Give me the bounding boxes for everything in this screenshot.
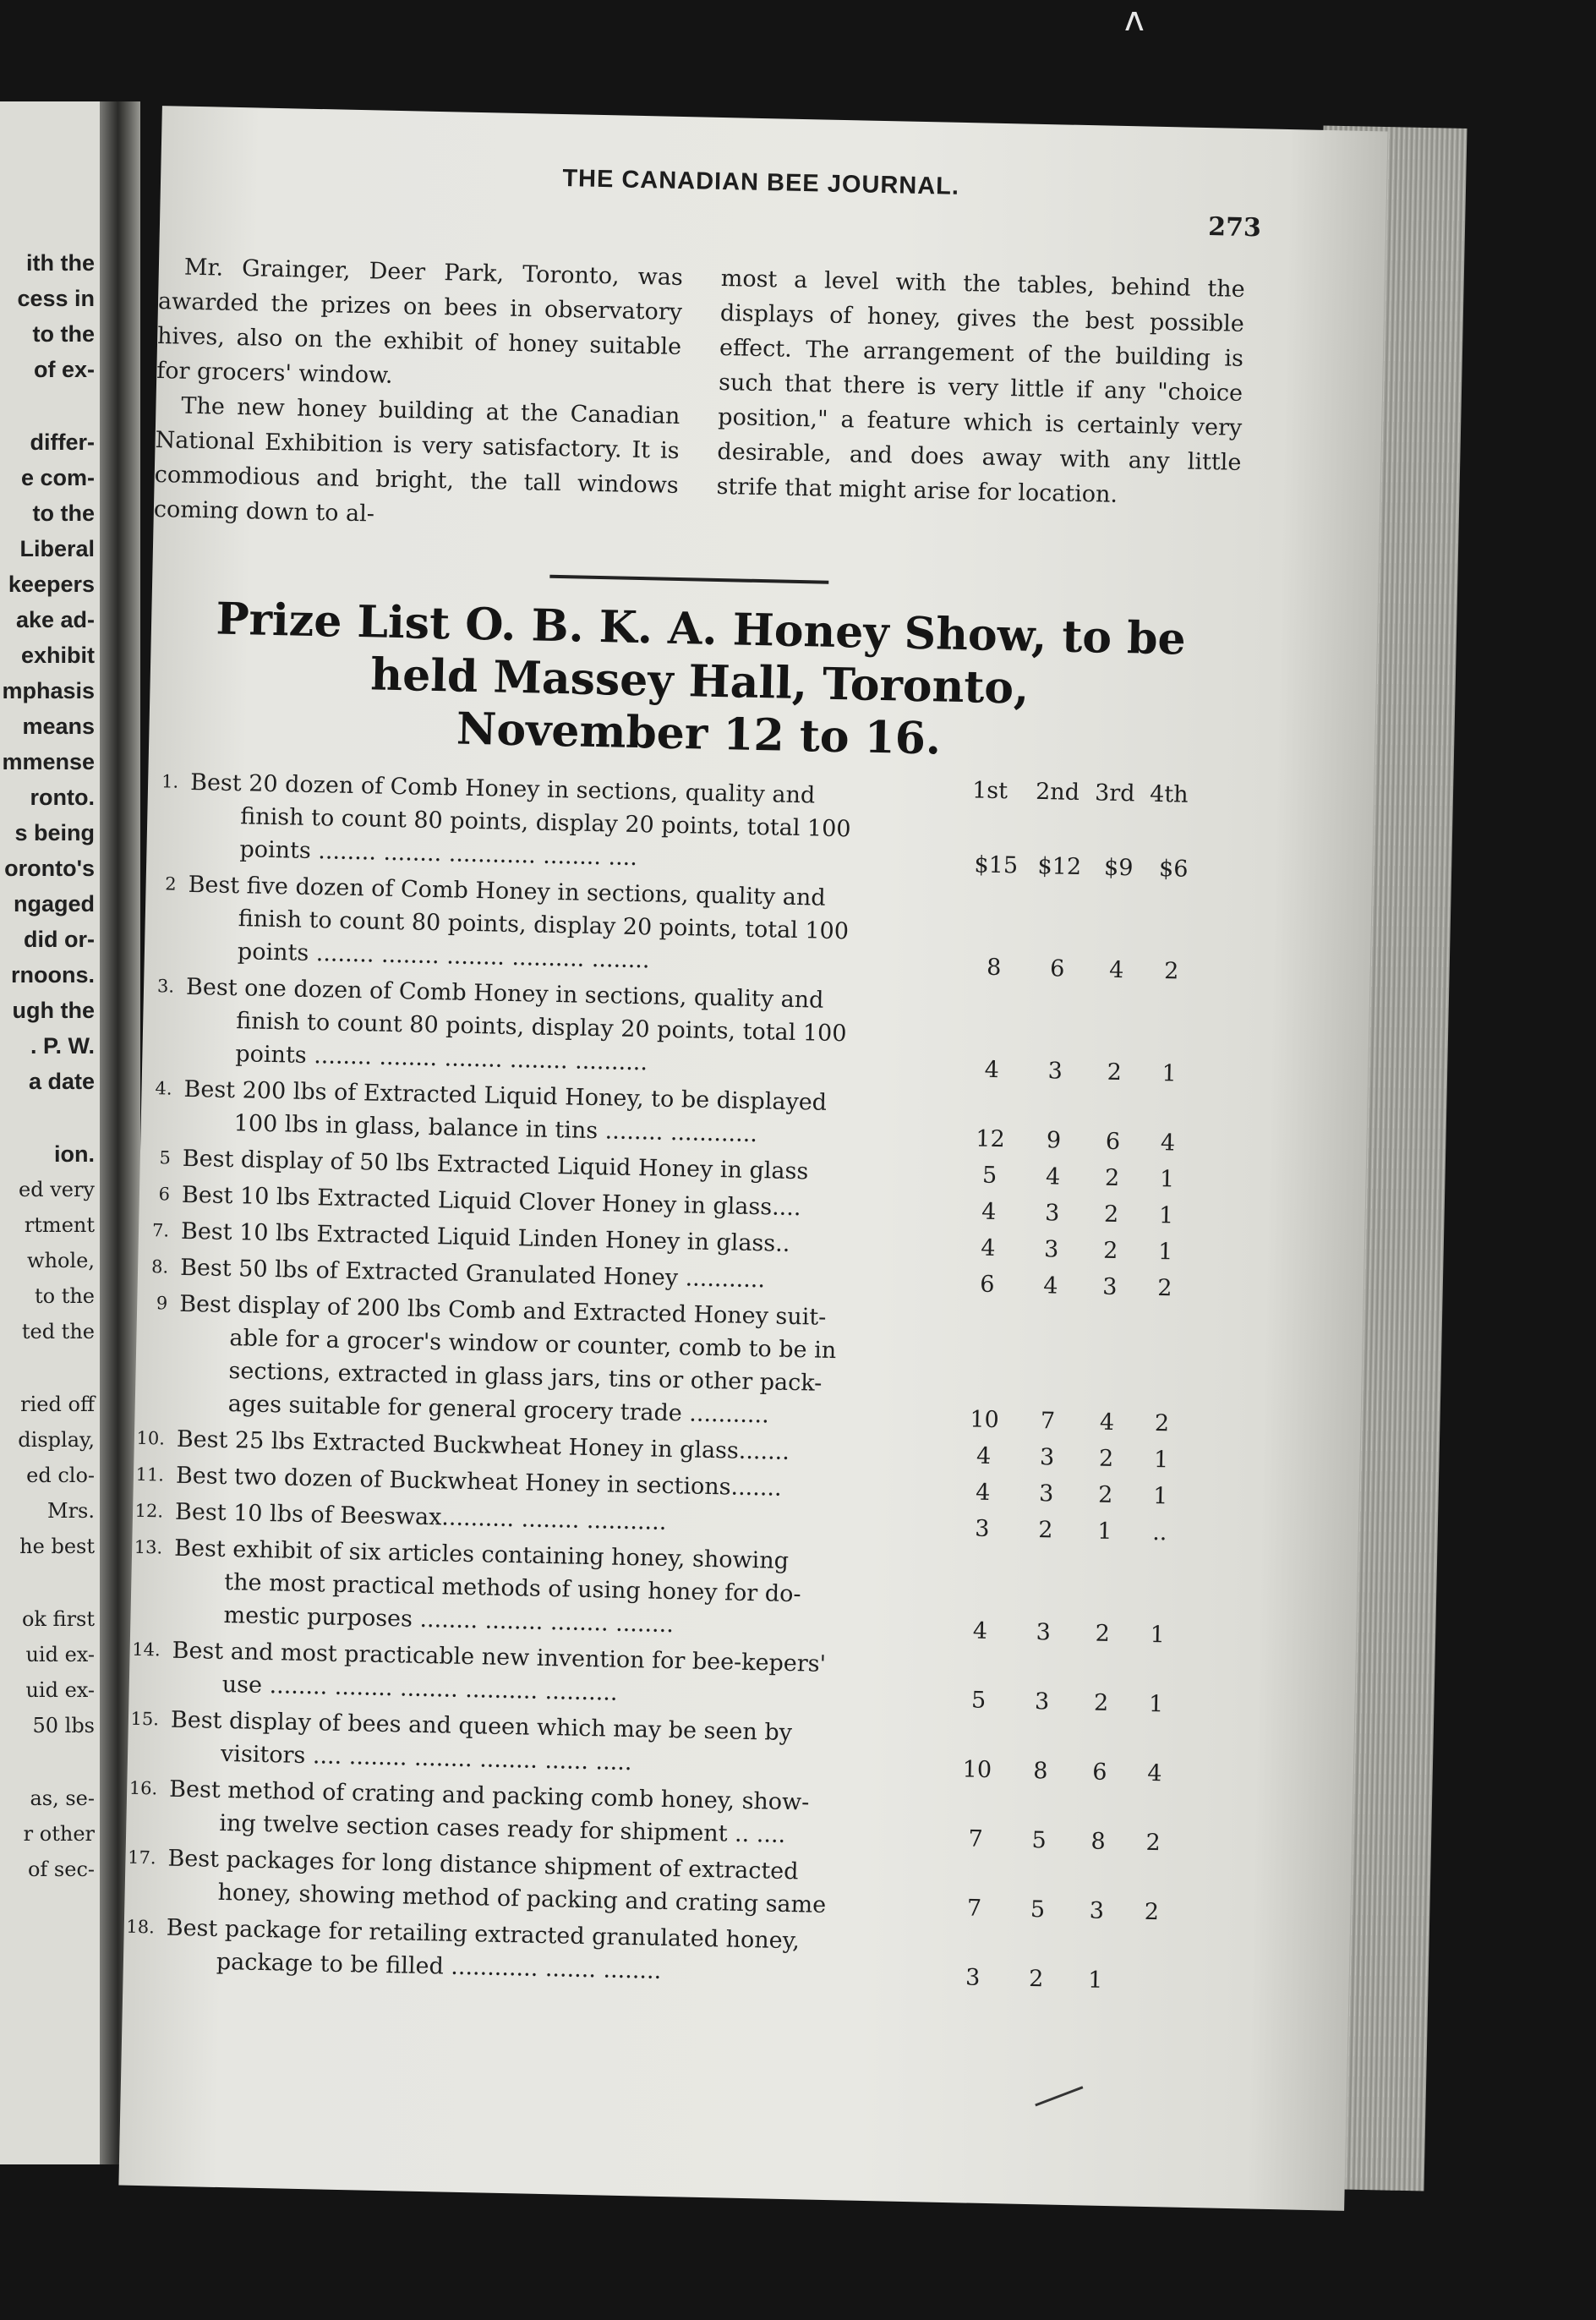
prize-second: 5	[1031, 1827, 1047, 1854]
prize-description	[184, 971, 998, 1086]
prize-second: 2	[1028, 1966, 1044, 1993]
left-page-line: ake ad-	[15, 607, 95, 632]
prize-description-line: sections, extracted in glass jars, tins or other pack-	[228, 1358, 823, 1397]
prize-description	[170, 1704, 982, 1787]
corner-mark-glyph: ᴧ	[1124, 0, 1145, 39]
left-page-line: ion.	[54, 1141, 95, 1167]
prize-description	[187, 868, 1000, 984]
prize-second: 6	[1049, 955, 1065, 982]
prize-description-line: Best 10 lbs Extracted Liquid Linden Honey in glass..	[180, 1217, 790, 1257]
prize-third: 4	[1099, 1409, 1115, 1436]
prize-second: 3	[1039, 1444, 1055, 1471]
left-page-line: e com-	[20, 465, 95, 490]
prize-fourth: 1	[1161, 1060, 1178, 1087]
prize-amounts	[957, 1683, 1211, 1721]
page-number: 273	[1207, 212, 1262, 243]
prize-amounts	[959, 1614, 1213, 1652]
left-page-line: ed clo-	[26, 1464, 95, 1487]
intro-paragraph: Mr. Grainger, Deer Park, Toronto, was awarded the prizes on bees in observatory hives, also on the exhibit of honey suitable for grocers' window.	[156, 254, 684, 389]
prize-third: 2	[1102, 1237, 1118, 1265]
prize-amounts	[961, 1475, 1216, 1513]
prize-third: 1	[1096, 1518, 1112, 1545]
prize-third: 8	[1090, 1828, 1107, 1855]
intro-right-column	[716, 261, 1245, 515]
prize-description-line: visitors .... ........ ........ ........ ...... .....	[220, 1740, 632, 1776]
prize-number: 15.	[130, 1708, 160, 1730]
intro-paragraph: most a level with the tables, behind the displays of honey, gives the best possible effect. The arrangement of the building is such that there is very little if any "choice position," a feature which is certainly very desirable, and does away with any little strife that might arise for location.	[716, 265, 1245, 508]
left-page-line: uid ex-	[25, 1643, 95, 1666]
prize-description-line: Best display of bees and queen which may be seen by	[170, 1706, 793, 1747]
left-page-line: ried off	[20, 1393, 95, 1416]
prize-first: 4	[980, 1234, 996, 1262]
left-page-line: cess in	[17, 286, 95, 311]
prize-amounts	[975, 848, 1229, 886]
prize-second: 7	[1040, 1408, 1056, 1435]
prize-second: 4	[1045, 1163, 1061, 1190]
prize-description-line: points ........ ........ ........ ........ ..........	[235, 1041, 648, 1076]
prize-description-line: the most practical methods of using honey for do-	[224, 1569, 801, 1608]
prize-number: 4.	[155, 1078, 172, 1099]
prize-amounts	[969, 1122, 1223, 1160]
prize-description-line: Best five dozen of Comb Honey in sections, quality and	[188, 871, 826, 911]
prize-column-headers	[971, 777, 1230, 808]
prize-amounts	[954, 1822, 1209, 1860]
left-page-line: 50 lbs	[32, 1714, 95, 1737]
prize-number: 13.	[134, 1536, 163, 1558]
prize-description-line: Best 25 lbs Extracted Buckwheat Honey in glass.......	[176, 1425, 790, 1465]
prize-description-line: Best display of 50 lbs Extracted Liquid Honey in glass	[182, 1145, 809, 1185]
prize-fourth: 1	[1157, 1239, 1173, 1266]
left-page-line: ugh the	[12, 998, 95, 1023]
prize-fourth: ..	[1151, 1518, 1167, 1546]
prize-second: 2	[1037, 1517, 1053, 1544]
prize-description-line: Best packages for long distance shipment of extracted	[167, 1845, 799, 1885]
prize-amounts	[963, 1403, 1217, 1441]
prize-description-line: Best two dozen of Buckwheat Honey in sections.......	[175, 1462, 782, 1502]
left-page-line: s being	[14, 820, 95, 845]
prize-description	[166, 1912, 978, 1994]
prize-description	[168, 1773, 981, 1856]
left-page-line: ok first	[21, 1607, 95, 1631]
left-page-line: whole,	[27, 1249, 95, 1272]
prize-first: 4	[981, 1198, 997, 1226]
prize-description	[171, 1634, 983, 1717]
prize-first: $15	[974, 851, 1019, 879]
prize-list-heading	[149, 592, 1251, 772]
left-page-line: exhibit	[20, 643, 95, 668]
prize-amounts	[951, 1961, 1205, 1999]
prize-description-line: finish to count 80 points, display 20 points, total 100	[235, 1008, 847, 1048]
prize-first: 4	[972, 1617, 988, 1644]
prize-description-line: use ........ ........ ........ .......... ..........	[221, 1671, 618, 1706]
prize-fourth: 2	[1156, 1275, 1172, 1302]
prize-fourth: 2	[1154, 1410, 1170, 1437]
left-page-line: display,	[18, 1428, 95, 1452]
left-page-line: means	[22, 714, 95, 739]
prize-fourth: 1	[1159, 1166, 1175, 1193]
left-page-line: of sec-	[27, 1858, 95, 1881]
prize-description-line: finish to count 80 points, display 20 points, total 100	[240, 803, 851, 843]
prize-first: 6	[980, 1271, 995, 1299]
prize-third: $9	[1103, 854, 1134, 882]
left-page-line: differ-	[30, 430, 95, 455]
prize-third: 6	[1105, 1128, 1121, 1156]
prize-number: 17.	[127, 1847, 156, 1869]
prize-second: 9	[1046, 1127, 1062, 1154]
left-page-line: keepers	[8, 572, 95, 597]
left-page-line: mphasis	[2, 678, 95, 703]
prize-fourth: 1	[1150, 1621, 1166, 1649]
prize-description-line: finish to count 80 points, display 20 points, total 100	[238, 906, 850, 945]
prize-third: 2	[1104, 1164, 1120, 1192]
left-page-line: rnoons.	[11, 962, 95, 988]
prize-second: 3	[1043, 1236, 1059, 1263]
prize-first: 8	[986, 954, 1002, 982]
prize-number: 7.	[151, 1220, 170, 1241]
prize-second: 4	[1043, 1272, 1058, 1300]
heading-line: Prize List O. B. K. A. Honey Show, to be	[215, 593, 1187, 665]
prize-first: 4	[984, 1056, 1000, 1084]
left-page-line: ted the	[21, 1320, 95, 1343]
prize-second: 8	[1032, 1758, 1048, 1785]
prize-entry	[145, 867, 1245, 989]
prize-entry	[142, 970, 1243, 1092]
prize-first: 10	[962, 1756, 992, 1784]
left-page-line: of ex-	[33, 357, 95, 382]
intro-left-column	[153, 249, 683, 538]
prize-description	[172, 1532, 986, 1648]
prize-number: 10.	[136, 1427, 166, 1449]
prize-entry	[134, 1287, 1236, 1442]
prize-second: 3	[1034, 1688, 1050, 1715]
left-facing-page	[0, 101, 100, 2164]
left-page-line: Liberal	[19, 536, 95, 561]
prize-third: 2	[1095, 1620, 1111, 1647]
prize-description-line: points ........ ........ ........ .......... ........	[237, 938, 650, 974]
left-page-text	[2, 245, 95, 1887]
prize-number: 6	[158, 1184, 171, 1205]
prize-first: 3	[974, 1515, 990, 1542]
prize-first: 5	[981, 1162, 998, 1190]
prize-number: 3.	[156, 976, 175, 997]
prize-description-line: Best 200 lbs of Extracted Liquid Honey, to be displayed	[183, 1075, 828, 1116]
prize-table	[123, 765, 1248, 2000]
left-page-line: as, se-	[30, 1787, 95, 1810]
prize-fourth: 1	[1148, 1690, 1164, 1718]
prize-third: 3	[1089, 1897, 1105, 1924]
prize-description-line: Best exhibit of six articles containing honey, showing	[173, 1535, 790, 1574]
prize-description	[167, 1842, 979, 1925]
prize-third: 2	[1097, 1481, 1113, 1508]
prize-third: 4	[1108, 956, 1124, 984]
prize-fourth: 2	[1163, 958, 1179, 985]
prize-number: 2	[165, 873, 177, 895]
prize-amounts	[953, 1891, 1207, 1929]
prize-amounts	[967, 1195, 1222, 1233]
col-header-4th: 4th	[1149, 780, 1189, 808]
journal-page	[118, 106, 1387, 2211]
prize-description-line: honey, showing method of packing and crating same	[217, 1879, 827, 1918]
heading-line: November 12 to 16.	[456, 703, 942, 765]
prize-third: 2	[1107, 1059, 1123, 1086]
prize-first: 4	[975, 1479, 991, 1506]
prize-amounts	[968, 1158, 1222, 1196]
prize-third: 2	[1098, 1445, 1114, 1473]
prize-third: 2	[1103, 1201, 1119, 1228]
prize-description	[189, 766, 1002, 882]
col-header-3rd: 3rd	[1094, 780, 1135, 807]
prize-description-line: mestic purposes ........ ........ ........ ........	[223, 1602, 675, 1639]
prize-number: 16.	[128, 1777, 158, 1799]
prize-second: $12	[1037, 852, 1082, 881]
prize-fourth: 1	[1153, 1447, 1169, 1474]
prize-amounts	[970, 1053, 1225, 1091]
prize-amounts	[966, 1267, 1221, 1305]
prize-entry	[130, 1531, 1231, 1653]
prize-description-line: Best 10 lbs of Beeswax.......... ........ ...........	[174, 1498, 667, 1535]
prize-second: 3	[1044, 1200, 1060, 1227]
prize-number: 11.	[135, 1464, 165, 1486]
left-page-line: r other	[23, 1822, 95, 1846]
prize-amounts	[972, 950, 1227, 988]
left-page-line: mmense	[2, 749, 95, 774]
prize-first: 7	[966, 1895, 982, 1922]
prize-second: 5	[1030, 1896, 1046, 1923]
prize-amounts	[966, 1231, 1221, 1269]
prize-description-line: ing twelve section cases ready for shipment .. ....	[219, 1809, 786, 1848]
prize-description-line: 100 lbs in glass, balance in tins ........ ............	[233, 1110, 758, 1148]
prize-number: 8.	[150, 1256, 169, 1278]
prize-amounts	[960, 1512, 1215, 1550]
prize-rows	[123, 765, 1248, 2000]
prize-second: 3	[1036, 1619, 1052, 1646]
left-page-line: to the	[32, 501, 95, 526]
prize-description	[177, 1288, 991, 1436]
prize-description-line: ages suitable for general grocery trade ...........	[227, 1391, 770, 1429]
prize-number: 14.	[132, 1639, 161, 1661]
col-header-1st: 1st	[971, 777, 1008, 805]
left-page-line: rtment	[24, 1213, 95, 1237]
left-page-line: ed very	[19, 1178, 95, 1201]
prize-fourth	[1125, 1964, 1176, 1965]
section-divider	[549, 575, 828, 584]
prize-description-line: Best 50 lbs of Extracted Granulated Honey ...........	[179, 1254, 766, 1294]
left-page-line: uid ex-	[25, 1678, 95, 1702]
prize-fourth: 1	[1152, 1482, 1168, 1510]
prize-number: 9	[156, 1293, 168, 1314]
prize-description-line: Best 10 lbs Extracted Liquid Clover Honey in glass....	[181, 1181, 801, 1222]
prize-amounts	[962, 1439, 1216, 1477]
prize-second: 3	[1047, 1058, 1063, 1085]
prize-fourth: 2	[1145, 1829, 1161, 1857]
left-page-line: did or-	[24, 927, 95, 952]
left-page-line: he best	[19, 1535, 95, 1558]
heading-line: held Massey Hall, Toronto,	[369, 648, 1030, 714]
prize-description-line: Best method of crating and packing comb honey, show-	[168, 1776, 810, 1816]
prize-fourth: 4	[1160, 1130, 1176, 1157]
intro-paragraph: The new honey building at the Canadian National Exhibition is very satisfactory. It is commodious and bright, the tall windows coming down to al-	[153, 392, 680, 528]
prize-number: 18.	[126, 1916, 156, 1938]
prize-description-line: Best and most practicable new invention for bee-kepers'	[172, 1637, 827, 1677]
pencil-mark	[1035, 2086, 1083, 2106]
left-page-line: a date	[28, 1069, 95, 1094]
left-page-line: . P. W.	[30, 1033, 95, 1059]
prize-description	[183, 1073, 995, 1156]
running-head: THE CANADIAN BEE JOURNAL.	[562, 165, 960, 200]
prize-first: 3	[965, 1964, 981, 1991]
prize-number: 5	[159, 1147, 172, 1168]
prize-description-line: Best one dozen of Comb Honey in sections, quality and	[185, 973, 824, 1014]
prize-fourth: 1	[1158, 1202, 1174, 1229]
left-page-line: ith the	[26, 250, 95, 276]
left-page-line: to the	[34, 1284, 95, 1308]
prize-amounts	[956, 1753, 1211, 1791]
prize-description-line: Best 20 dozen of Comb Honey in sections, quality and	[189, 769, 816, 809]
left-page-line: to the	[32, 321, 95, 347]
col-header-2nd: 2nd	[1035, 778, 1080, 806]
prize-number: 12.	[134, 1500, 164, 1522]
prize-third: 6	[1091, 1759, 1107, 1786]
left-page-line: ngaged	[13, 891, 95, 917]
prize-description-line: package to be filled ............ ....... ........	[216, 1948, 662, 1984]
prize-third: 3	[1101, 1273, 1118, 1301]
left-page-line: ronto.	[30, 785, 95, 810]
prize-fourth: 2	[1144, 1898, 1160, 1926]
prize-fourth: 4	[1146, 1759, 1162, 1787]
prize-first: 7	[968, 1825, 984, 1852]
prize-description-line: points ........ ........ ............ ........ ....	[239, 836, 638, 872]
prize-first: 10	[970, 1406, 1000, 1434]
prize-description-line: able for a grocer's window or counter, comb to be in	[229, 1325, 837, 1365]
prize-second: 3	[1038, 1480, 1054, 1507]
left-page-line: oronto's	[4, 856, 95, 881]
prize-description-line: Best package for retailing extracted granulated honey,	[166, 1914, 801, 1955]
prize-description-line: Best display of 200 lbs Comb and Extracted Honey suit-	[178, 1290, 827, 1331]
prize-number: 1.	[161, 771, 179, 792]
prize-first: 5	[970, 1687, 987, 1714]
prize-first: 4	[976, 1442, 992, 1469]
prize-first: 12	[976, 1125, 1006, 1153]
prize-third: 2	[1093, 1689, 1109, 1716]
prize-fourth: $6	[1158, 855, 1189, 883]
prize-entry	[146, 765, 1247, 887]
prize-third: 1	[1087, 1967, 1103, 1994]
left-page-line: Mrs.	[47, 1499, 95, 1523]
